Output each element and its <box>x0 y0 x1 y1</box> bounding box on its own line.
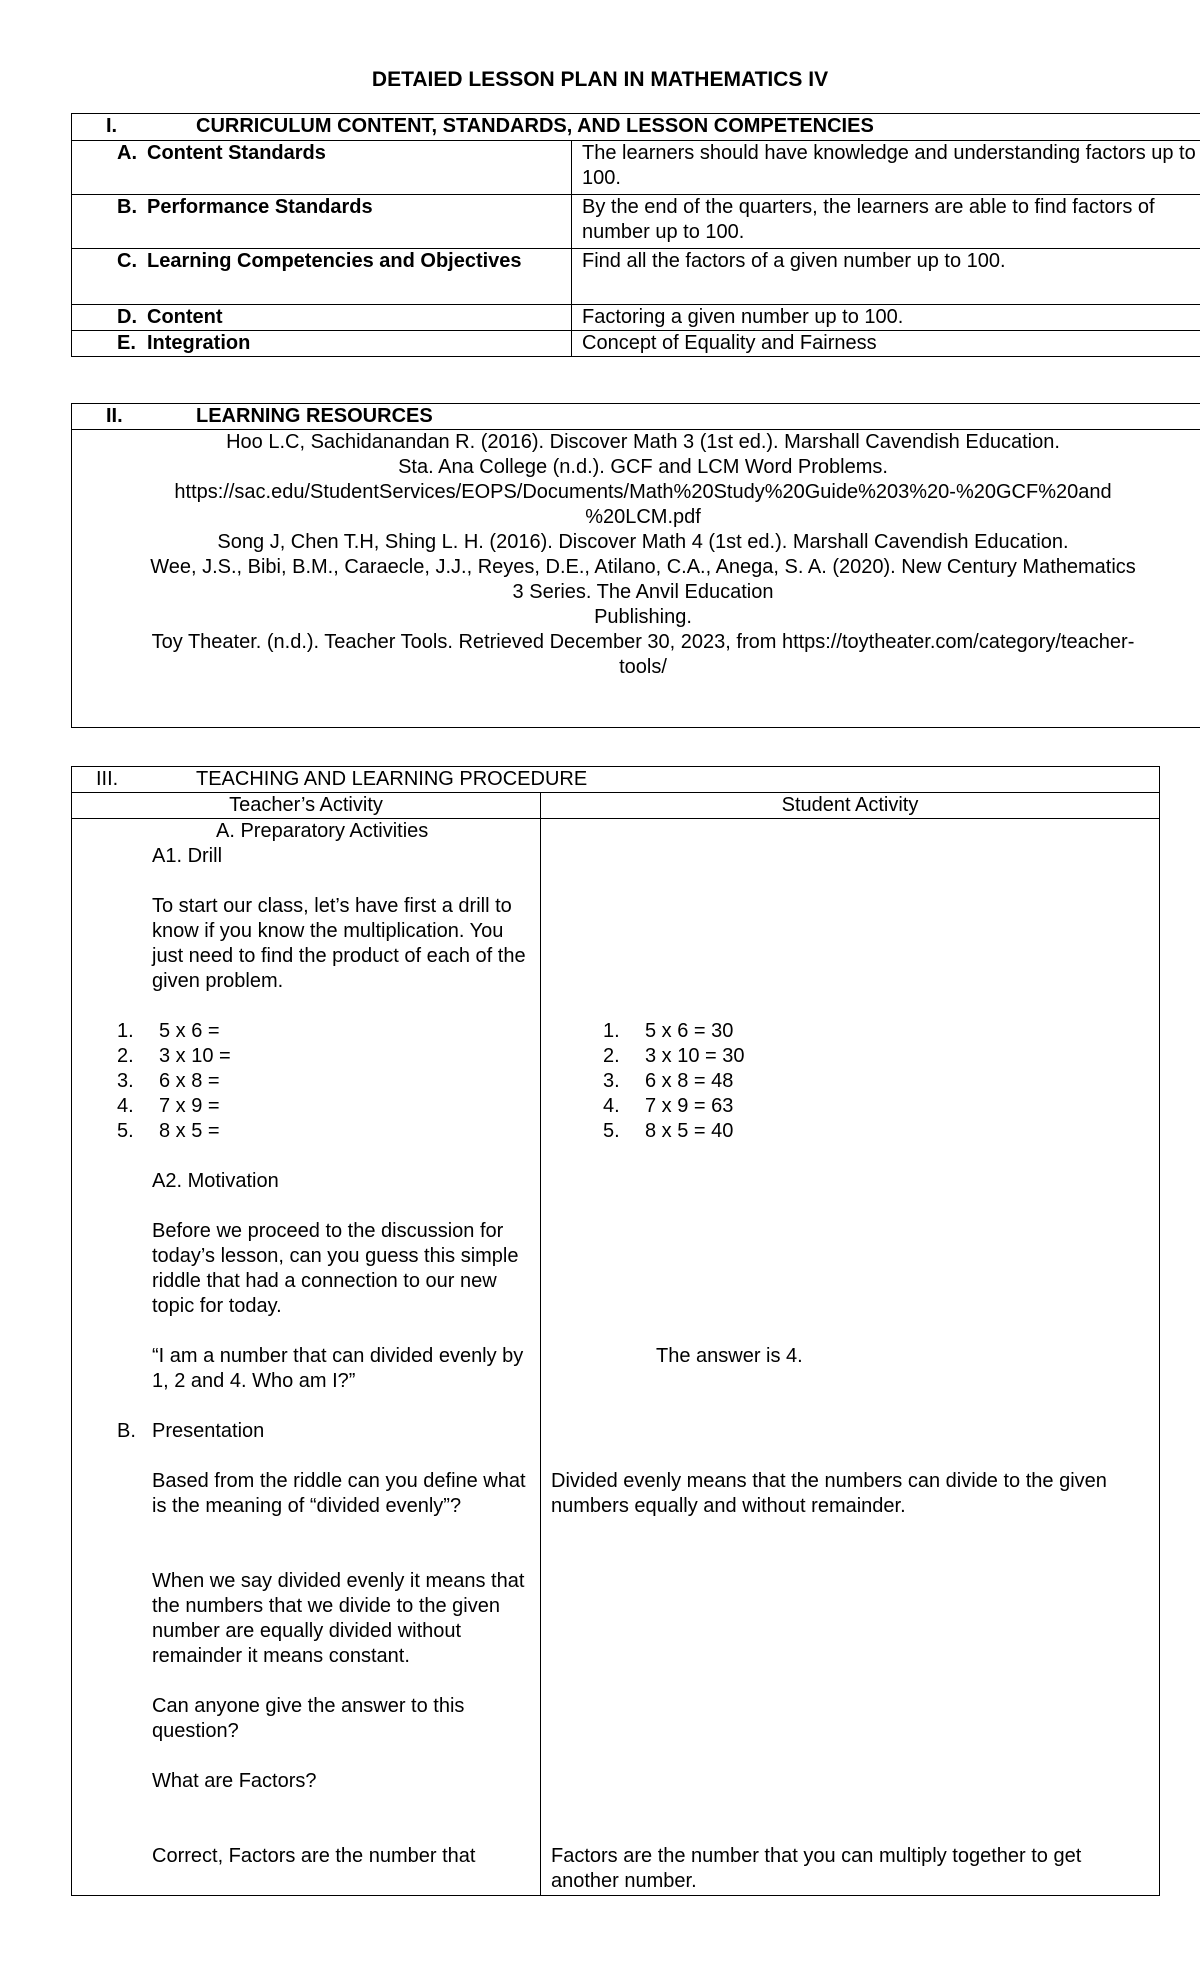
row-value: Find all the factors of a given number up to 100. <box>572 249 1200 305</box>
presentation-heading <box>72 1419 540 1444</box>
resource-line: Sta. Ana College (n.d.). GCF and LCM Word Problems. <box>398 456 888 478</box>
row-value: Factoring a given number up to 100. <box>572 305 1200 331</box>
row-letter: A. <box>117 142 137 164</box>
item-number: 1. <box>603 1020 620 1042</box>
item-text: 8 x 5 = <box>159 1120 220 1142</box>
resource-line: Wee, J.S., Bibi, B.M., Caraecle, J.J., Reyes, D.E., Atilano, C.A., Anega, S. A. (2020). New Century Mathematics <box>150 556 1136 578</box>
section-heading: CURRICULUM CONTENT, STANDARDS, AND LESSON COMPETENCIES <box>196 115 874 137</box>
prep-heading: A. Preparatory Activities <box>216 820 429 842</box>
procedure-table <box>71 766 1160 1896</box>
drill-heading: A1. Drill <box>152 845 223 867</box>
item-text: 6 x 8 = 48 <box>645 1070 734 1092</box>
row-letter: B. <box>117 196 137 218</box>
resource-line: Publishing. <box>594 606 692 628</box>
resource-line: https://sac.edu/StudentServices/EOPS/Documents/Math%20Study%20Guide%203%20-%20GCF%20and <box>174 481 1112 503</box>
item-number: 1. <box>117 1020 134 1042</box>
row-label <box>72 331 572 357</box>
item-text: 5 x 6 = 30 <box>645 1020 734 1042</box>
document-title: DETAIED LESSON PLAN IN MATHEMATICS IV <box>371 68 829 91</box>
resources-list <box>72 430 1200 728</box>
section-heading: LEARNING RESOURCES <box>196 405 433 427</box>
answer-divided-evenly: Divided evenly means that the numbers can divide to the given numbers equally and without remainder. <box>551 1470 1107 1517</box>
drill-answer <box>603 1019 1159 1044</box>
section-3-header <box>72 767 1160 793</box>
item-text: 6 x 8 = <box>159 1070 220 1092</box>
row-label <box>72 305 572 331</box>
item-number: 4. <box>603 1095 620 1117</box>
item-letter: B. <box>117 1420 136 1442</box>
row-value: By the end of the quarters, the learners are able to find factors of number up to 100. <box>572 195 1200 249</box>
drill-answer <box>603 1119 1159 1144</box>
item-number: 5. <box>117 1120 134 1142</box>
section-number: III. <box>96 768 119 790</box>
row-value: Concept of Equality and Fairness <box>572 331 1200 357</box>
curriculum-table <box>71 113 1200 357</box>
question-answer-request: Can anyone give the answer to this question? <box>152 1695 465 1742</box>
item-text: 7 x 9 = <box>159 1095 220 1117</box>
explanation-divided-evenly: When we say divided evenly it means that the numbers that we divide to the given number are equally divided without remainder it means constant. <box>152 1570 525 1667</box>
teacher-activity-cell <box>72 819 541 1896</box>
student-activity-cell <box>541 819 1160 1896</box>
item-text: 5 x 6 = <box>159 1020 220 1042</box>
drill-answer <box>603 1094 1159 1119</box>
item-text: 3 x 10 = <box>159 1045 231 1067</box>
row-label <box>72 249 572 305</box>
question-divided-evenly: Based from the riddle can you define what is the meaning of “divided evenly”? <box>152 1470 526 1517</box>
item-number: 5. <box>603 1120 620 1142</box>
learning-resources-table <box>71 403 1200 728</box>
item-text: 7 x 9 = 63 <box>645 1095 734 1117</box>
resource-line: Hoo L.C, Sachidanandan R. (2016). Discover Math 3 (1st ed.). Marshall Cavendish Education. <box>226 431 1060 453</box>
drill-question <box>117 1044 540 1069</box>
resource-line: Toy Theater. (n.d.). Teacher Tools. Retrieved December 30, 2023, from https://toytheater.com/category/teacher- <box>151 631 1135 653</box>
drill-text: To start our class, let’s have first a drill to know if you know the multiplication. You just need to find the product of each of the given problem. <box>152 895 526 992</box>
teacher-column-header: Teacher’s Activity <box>72 793 541 819</box>
motivation-heading: A2. Motivation <box>152 1170 279 1192</box>
drill-answer <box>603 1044 1159 1069</box>
item-number: 2. <box>117 1045 134 1067</box>
row-label-text: Performance Standards <box>147 196 373 218</box>
drill-question <box>117 1119 540 1144</box>
row-label <box>72 195 572 249</box>
resource-line: tools/ <box>619 656 667 678</box>
drill-question <box>117 1019 540 1044</box>
item-number: 3. <box>603 1070 620 1092</box>
resource-line: %20LCM.pdf <box>585 506 701 528</box>
row-label-text: Content <box>147 306 223 328</box>
row-letter: C. <box>117 250 137 272</box>
motivation-text: Before we proceed to the discussion for today’s lesson, can you guess this simple riddle that had a connection to our new topic for today. <box>152 1220 519 1317</box>
drill-questions <box>72 1019 540 1144</box>
question-factors: What are Factors? <box>152 1770 317 1792</box>
drill-answer <box>603 1069 1159 1094</box>
section-1-header <box>72 114 1200 141</box>
item-number: 4. <box>117 1095 134 1117</box>
drill-answers <box>541 1019 1159 1144</box>
heading-text: Presentation <box>152 1420 265 1442</box>
student-column-header: Student Activity <box>541 793 1160 819</box>
correct-statement: Correct, Factors are the number that <box>152 1845 476 1867</box>
section-number: I. <box>106 115 118 137</box>
drill-question <box>117 1069 540 1094</box>
resource-line: 3 Series. The Anvil Education <box>512 581 774 603</box>
row-label-text: Learning Competencies and Objectives <box>147 250 522 272</box>
riddle-answer: The answer is 4. <box>656 1345 803 1367</box>
section-2-header <box>72 404 1200 430</box>
item-text: 3 x 10 = 30 <box>645 1045 745 1067</box>
resource-line: Song J, Chen T.H, Shing L. H. (2016). Discover Math 4 (1st ed.). Marshall Cavendish Education. <box>217 531 1069 553</box>
riddle-text: “I am a number that can divided evenly by 1, 2 and 4. Who am I?” <box>152 1345 524 1392</box>
row-label <box>72 141 572 195</box>
row-label-text: Content Standards <box>147 142 326 164</box>
item-text: 8 x 5 = 40 <box>645 1120 734 1142</box>
row-value: The learners should have knowledge and understanding factors up to 100. <box>572 141 1200 195</box>
section-number: II. <box>106 405 123 427</box>
item-number: 3. <box>117 1070 134 1092</box>
answer-factors: Factors are the number that you can multiply together to get another number. <box>551 1845 1082 1892</box>
row-letter: D. <box>117 306 137 328</box>
row-letter: E. <box>117 332 136 354</box>
row-label-text: Integration <box>147 332 251 354</box>
item-number: 2. <box>603 1045 620 1067</box>
section-heading: TEACHING AND LEARNING PROCEDURE <box>196 768 588 790</box>
drill-question <box>117 1094 540 1119</box>
